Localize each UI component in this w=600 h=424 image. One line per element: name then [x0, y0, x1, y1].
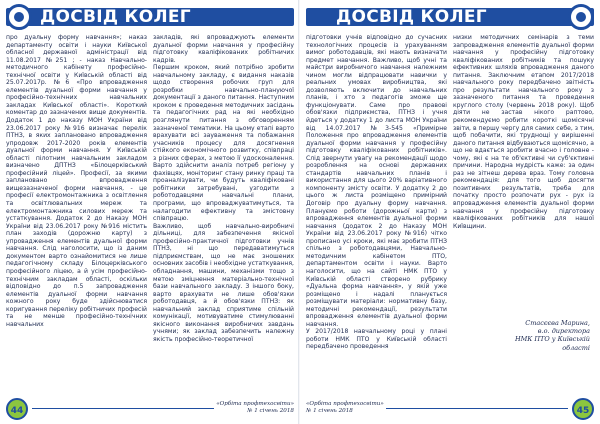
left-header-title: ДОСВІД КОЛЕГ	[40, 7, 191, 27]
right-footnote: «Орбіта профтехосвіти» № 1 січень 2018	[306, 401, 384, 414]
right-footer-divider	[386, 408, 568, 409]
right-page-number: 45	[572, 398, 594, 420]
left-columns	[6, 34, 294, 392]
left-column-2: закладів, які впроваджують елементи дуальної форми навчання у професійну підготовку кваліфікованих робітничих кадрів. Першим кроком, який потрібно зробити навчальному закладу, є видання наказів щодо створення робочих груп для розробки навчально-плануючої документації з даного питання. Наступним кроком є проведення методичних засідань та педагогічних рад на які необхідно розглянути питання з обговоренням зазначеної тематики. На цьому етапі варто врахувати всі зауваження та побажання учасників процесу для досягнення стійкого економічного розвитку, співпраці з різних сферах, з метою її удосконалення. Варто здійснити аналіз потреб регіону у фахівцях, моніторинг стану ринку праці та проаналізувати, чи будуть кваліфіковані робітники затребувані, узгодити з роботодавцями навчальні плани, програми, що впроваджуватимуться, та налагодити ефективну та змістовну співпрацю. Важливо, щоб навчально-виробничі дільниці, для забезпечення якісної професійно-практичної підготовки учнів ПТНЗ, ні що передаватимуться підприємствам, що не має зношених основних засобів і необхідне устаткування, обладнання, машини, механізми тощо з метою зміцнення матеріально-технічної бази навчального закладу. З іншого боку, варто врахувати не лише обов'язки роботодавця, а й обов'язки ПТНЗ: як навчальний заклад сприятиме спільній комунікації, мотивуватиме стимулюванні якісного виконання виробничих завдань учнями; як заклад забезпечить належну якість професійно-теоретичної	[153, 34, 294, 343]
right-header	[306, 4, 594, 30]
right-footer	[306, 398, 594, 420]
left-page-number: 44	[6, 398, 28, 420]
gear-icon	[568, 4, 594, 30]
gear-icon	[6, 4, 32, 30]
right-column-2: низки методичних семінарів з теми запровадження елементів дуальної форми навчання у професійну підготовку кваліфікованих робітників та пошуку ефективних шляхів впровадження даного питання. Заключним етапом 2017/2018 навчального року передбачено звітність про результати навчального року з зазначеного питання та проведення круглого столу (червень 2018 року). Щоб діяти не застав нікого раптово, рекомендуємо робити короткі щомісячні звіти, в першу чергу для самих себе, з тим, щоб побачити, які труднощі у вирішенні даного питання відбуваються щомісячно, а що не вдається зробити вчасно і головне - чому, які є на те об'єктивні чи суб'єктивні причини. Народна мудрість каже: за один раз не зітнеш дерева враз. Тому головна рекомендація: для того щоб досягти позитивних результатів, треба для початку просто розпочати рух - рух із впровадження елементів дуальної форми навчання у професійну підготовку кваліфікованих робітників для нашої Київщини.	[453, 34, 594, 230]
left-header	[6, 4, 294, 30]
right-header-title: ДОСВІД КОЛЕГ	[336, 7, 487, 27]
left-footer-divider	[32, 408, 214, 409]
right-page	[300, 0, 600, 424]
author-signature: Стасєєва Марина, в.о. директора НМК ПТО у Київській області	[514, 319, 590, 352]
right-column-1: підготовки учнів відповідно до сучасних технологічних процесів із урахуванням вимог роботодавців, які мають визначати предмет навчання. Важливо, щоб учні та майстри виробничого навчання належним чином могли відпрацювати навички у реальних умовах виробництва, які дозволяють включити до навчальних планів, і хто з педагогів зможе ще функціонувати. Саме про правові обов'язки підприємства, ПТНЗ і учня йдеться у додатку 1 до листа МОН України від 14.07.2017 №3-545 «Примірне Положення про впровадження елементів дуальної форми навчання у професійну підготовку кваліфікованих робітників». Слід звернути увагу на рекомендації щодо розроблення на основі державних стандартів навчальних планів і використання для цього 20% варіативного компоненту змісту освіти. У додатку 2 до цього ж листа розміщено примірний Договір про дуальну форму навчання. Плануємо роботи (дорожньої карти) з впровадження елементів дуальної форми навчання (додаток 2 до Наказу МОН України від 23.06.2017 року №916) чітко прописано усі кроки, які має зробити ПТНЗ спільно з роботодавцями, Навчально-методичним кабінетом ПТО, департаментом освіти і науки. Варто наголосити, що на сайті НМК ПТО у Київській області створено рубрику «Дуальна форма навчання», у якій уже розміщено і надалі планується розміщувати матеріали: нормативну базу, методичні рекомендації, результати впровадження елементів дуальної форми навчання. У 2017/2018 навчальному році у плані роботи НМК ПТО у Київській області передбачено проведення	[306, 34, 447, 351]
left-footnote: «Орбіта профтехосвіти» № 1 січень 2018	[216, 401, 294, 414]
left-footer	[6, 398, 294, 420]
left-column-1: про дуальну форму навчання»; наказ департаменту освіти і науки Київської обласної державної адміністрації від 11.08.2017 №251 ; - наказ Навчально-методичного кабінету професійно-технічної освіти у Київській області від 25.07.2017р. №6 «Про впровадження елементів дуальної форми навчання у професійно-технічних навчальних закладах Київської області». Короткий коментар до зазначених вище документів. Додаток 1 до наказу МОН України від 23.06.2017 року №916 визначає перелік ПТНЗ, в яких заплановано впровадження упродовж 2017-2020 років елементів дуальної форми навчання. У Київській області пілотним навчальним закладом визначено ДПТНЗ «Білоцерківський професійний ліцей». Професії, за якими заплановано впровадження вищезазначеної форми навчання, - це професії електромонтажника з освітлення та освітлювальних мереж та електромонтажника силових мереж та устаткування. Додаток 2 до Наказу МОН України від 23.06.2017 року №916 містить план заходів (дорожню карту) з упровадження елементів дуальної форми навчання. Слід наголосити, що із даним документом варто ознайомитися не лише педагогічному складу Білоцерківського професійного ліцею, а й усім професійно-технічним закладам області, оскільки відповідно до п.5 запровадження елементів дуальної форми навчання кожного року буде здійснюватися коригування переліку робітничих професій та не менше професійно-технічних навчальних	[6, 34, 147, 328]
